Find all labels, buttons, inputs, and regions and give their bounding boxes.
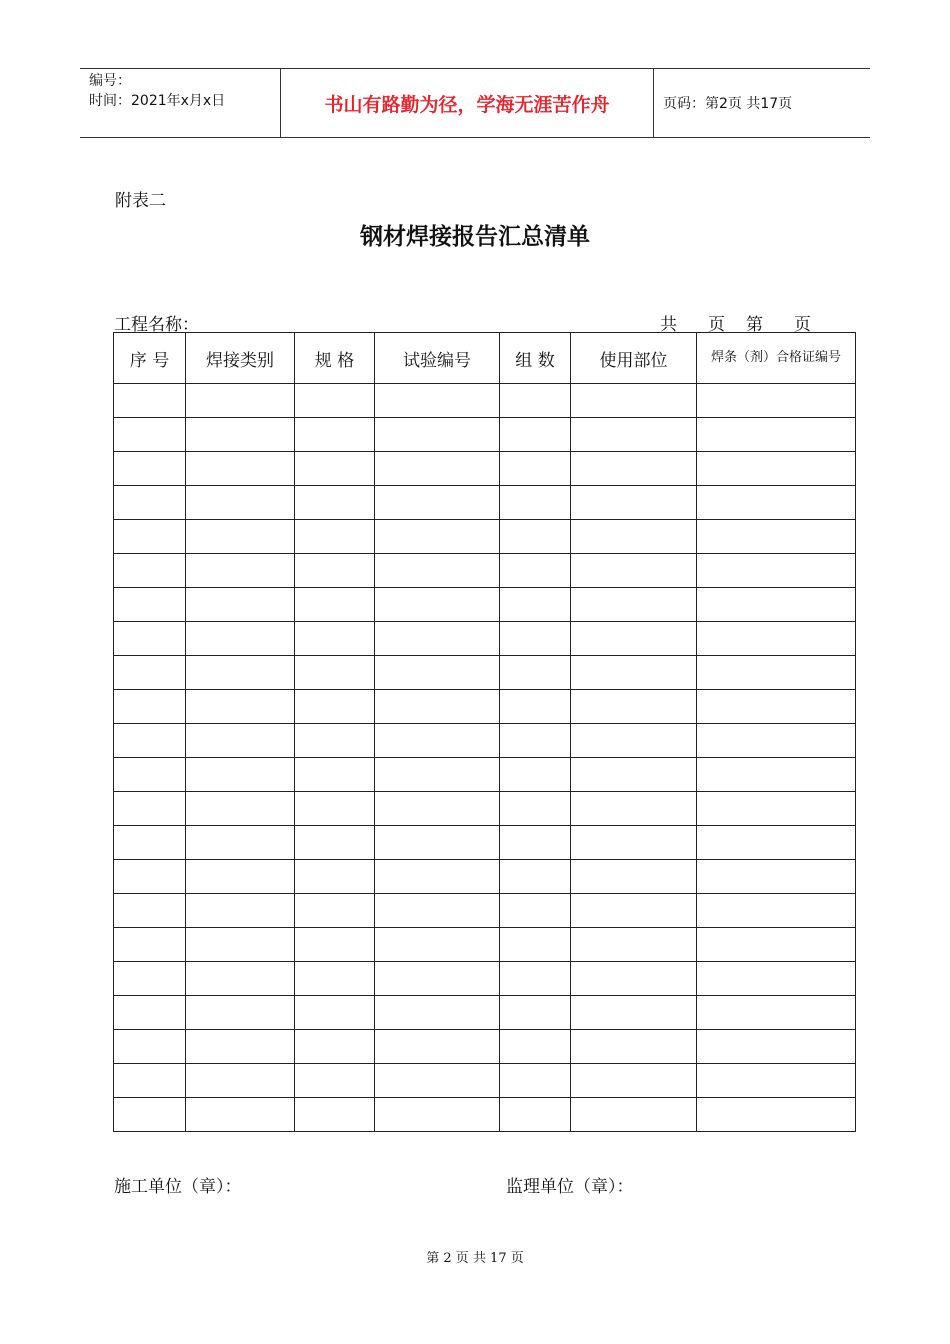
table-cell[interactable] — [186, 656, 295, 690]
table-cell[interactable] — [500, 588, 571, 622]
table-cell[interactable] — [571, 826, 697, 860]
table-row — [114, 452, 856, 486]
table-cell[interactable] — [186, 792, 295, 826]
table-cell[interactable] — [295, 1064, 375, 1098]
table-cell[interactable] — [500, 792, 571, 826]
table-cell[interactable] — [295, 826, 375, 860]
table-cell[interactable] — [697, 452, 856, 486]
table-cell[interactable] — [295, 418, 375, 452]
table-row — [114, 486, 856, 520]
table-cell[interactable] — [697, 554, 856, 588]
table-cell[interactable] — [500, 418, 571, 452]
table-row — [114, 826, 856, 860]
table-cell[interactable] — [186, 962, 295, 996]
table-row — [114, 860, 856, 894]
table-cell[interactable] — [186, 520, 295, 554]
table-cell[interactable] — [295, 486, 375, 520]
table-cell[interactable] — [186, 1064, 295, 1098]
table-cell[interactable] — [697, 1030, 856, 1064]
table-cell[interactable] — [186, 384, 295, 418]
page-info-total: 共 — [660, 315, 677, 335]
table-cell[interactable] — [114, 758, 186, 792]
table-cell[interactable] — [571, 928, 697, 962]
table-cell[interactable] — [697, 792, 856, 826]
table-cell[interactable] — [114, 656, 186, 690]
table-cell[interactable] — [571, 588, 697, 622]
number-label: 编号： — [89, 73, 131, 89]
table-cell[interactable] — [697, 656, 856, 690]
table-cell[interactable] — [697, 622, 856, 656]
table-row — [114, 792, 856, 826]
table-row — [114, 588, 856, 622]
table-cell[interactable] — [295, 520, 375, 554]
table-cell[interactable] — [571, 758, 697, 792]
table-cell[interactable] — [697, 690, 856, 724]
table-cell[interactable] — [114, 826, 186, 860]
table-cell[interactable] — [114, 588, 186, 622]
table-cell[interactable] — [375, 1098, 500, 1132]
table-row — [114, 656, 856, 690]
table-cell[interactable] — [186, 554, 295, 588]
header-meta — [80, 69, 281, 137]
table-cell[interactable] — [186, 928, 295, 962]
table-cell[interactable] — [571, 1064, 697, 1098]
table-cell[interactable] — [500, 384, 571, 418]
table-cell[interactable] — [697, 826, 856, 860]
page-info-number: 第 — [746, 315, 763, 335]
table-cell[interactable] — [571, 792, 697, 826]
table-cell[interactable] — [295, 588, 375, 622]
table-cell[interactable] — [114, 996, 186, 1030]
table-cell[interactable] — [697, 724, 856, 758]
table-row — [114, 554, 856, 588]
table-cell[interactable] — [295, 758, 375, 792]
table-cell[interactable] — [186, 588, 295, 622]
table-cell[interactable] — [500, 1030, 571, 1064]
table-cell[interactable] — [375, 792, 500, 826]
table-cell[interactable] — [375, 826, 500, 860]
table-cell[interactable] — [571, 656, 697, 690]
table-cell[interactable] — [571, 1098, 697, 1132]
table-cell[interactable] — [500, 554, 571, 588]
table-cell[interactable] — [571, 384, 697, 418]
col-header-spec: 规 格 — [295, 333, 375, 384]
table-cell[interactable] — [186, 452, 295, 486]
table-cell[interactable] — [375, 554, 500, 588]
table-cell[interactable] — [375, 588, 500, 622]
table-cell[interactable] — [186, 1098, 295, 1132]
table-cell[interactable] — [571, 520, 697, 554]
table-cell[interactable] — [571, 860, 697, 894]
table-cell[interactable] — [500, 826, 571, 860]
table-cell[interactable] — [375, 622, 500, 656]
table-cell[interactable] — [375, 860, 500, 894]
table-cell[interactable] — [500, 452, 571, 486]
table-cell[interactable] — [114, 520, 186, 554]
table-cell[interactable] — [114, 928, 186, 962]
table-row — [114, 1098, 856, 1132]
table-cell[interactable] — [375, 1064, 500, 1098]
table-cell[interactable] — [186, 996, 295, 1030]
page-info-page: 页 — [708, 315, 725, 335]
table-cell[interactable] — [500, 486, 571, 520]
table-row — [114, 1030, 856, 1064]
table-cell[interactable] — [500, 860, 571, 894]
document-title: 钢材焊接报告汇总清单 — [360, 224, 590, 250]
table-cell[interactable] — [114, 384, 186, 418]
table-cell[interactable] — [186, 860, 295, 894]
construction-unit-seal: 施工单位（章）： — [114, 1177, 242, 1197]
table-cell[interactable] — [295, 928, 375, 962]
table-cell[interactable] — [697, 486, 856, 520]
table-row — [114, 690, 856, 724]
header-motto: 书山有路勤为径，学海无涯苦作舟 — [281, 69, 654, 137]
table-cell[interactable] — [375, 690, 500, 724]
table-cell[interactable] — [500, 758, 571, 792]
table-cell[interactable] — [114, 418, 186, 452]
table-cell[interactable] — [500, 894, 571, 928]
table-cell[interactable] — [375, 928, 500, 962]
table-cell[interactable] — [114, 554, 186, 588]
table-cell[interactable] — [500, 622, 571, 656]
table-cell[interactable] — [295, 554, 375, 588]
col-header-usage-location: 使用部位 — [571, 333, 697, 384]
table-row — [114, 1064, 856, 1098]
table-cell[interactable] — [114, 1064, 186, 1098]
col-header-serial: 序 号 — [114, 333, 186, 384]
table-cell[interactable] — [571, 962, 697, 996]
table-row — [114, 996, 856, 1030]
table-cell[interactable] — [500, 928, 571, 962]
table-cell[interactable] — [571, 690, 697, 724]
table-cell[interactable] — [571, 554, 697, 588]
table-cell[interactable] — [571, 622, 697, 656]
table-cell[interactable] — [295, 1098, 375, 1132]
header-page-code: 页码：第2页 共17页 — [663, 96, 793, 112]
table-cell[interactable] — [114, 1030, 186, 1064]
table-cell[interactable] — [697, 418, 856, 452]
table-cell[interactable] — [697, 996, 856, 1030]
table-row — [114, 384, 856, 418]
table-cell[interactable] — [375, 962, 500, 996]
table-row — [114, 418, 856, 452]
table-cell[interactable] — [295, 452, 375, 486]
table-cell[interactable] — [697, 1098, 856, 1132]
supervision-unit-seal: 监理单位（章）： — [506, 1177, 634, 1197]
table-cell[interactable] — [375, 486, 500, 520]
table-cell[interactable] — [697, 758, 856, 792]
table-cell[interactable] — [295, 962, 375, 996]
table-cell[interactable] — [375, 996, 500, 1030]
table-cell[interactable] — [375, 452, 500, 486]
table-cell[interactable] — [500, 724, 571, 758]
table-cell[interactable] — [571, 486, 697, 520]
table-cell[interactable] — [295, 384, 375, 418]
col-header-weld-type: 焊接类别 — [186, 333, 295, 384]
table-cell[interactable] — [375, 384, 500, 418]
table-cell[interactable] — [375, 418, 500, 452]
table-cell[interactable] — [114, 486, 186, 520]
table-body — [114, 384, 856, 1132]
table-cell[interactable] — [186, 894, 295, 928]
table-cell[interactable] — [697, 384, 856, 418]
table-cell[interactable] — [500, 962, 571, 996]
table-cell[interactable] — [186, 724, 295, 758]
table-cell[interactable] — [697, 894, 856, 928]
table-row — [114, 894, 856, 928]
table-cell[interactable] — [375, 656, 500, 690]
table-cell[interactable] — [295, 1030, 375, 1064]
table-cell[interactable] — [375, 894, 500, 928]
page-info-page2: 页 — [794, 315, 811, 335]
table-cell[interactable] — [114, 622, 186, 656]
table-cell[interactable] — [375, 724, 500, 758]
table-cell[interactable] — [571, 418, 697, 452]
table-cell[interactable] — [295, 894, 375, 928]
col-header-test-number: 试验编号 — [375, 333, 500, 384]
table-cell[interactable] — [114, 452, 186, 486]
table-cell[interactable] — [114, 860, 186, 894]
table-row — [114, 928, 856, 962]
table-cell[interactable] — [114, 724, 186, 758]
col-header-group-count: 组 数 — [500, 333, 571, 384]
table-cell[interactable] — [697, 962, 856, 996]
col-header-certificate: 焊条（剂）合格证编号 — [697, 333, 856, 384]
table-cell[interactable] — [500, 996, 571, 1030]
table-row — [114, 622, 856, 656]
table-cell[interactable] — [186, 690, 295, 724]
table-cell[interactable] — [697, 588, 856, 622]
appendix-label: 附表二 — [115, 191, 166, 211]
table-row — [114, 520, 856, 554]
table-cell[interactable] — [295, 860, 375, 894]
table-cell[interactable] — [571, 1030, 697, 1064]
table-cell[interactable] — [571, 452, 697, 486]
table-cell[interactable] — [500, 656, 571, 690]
table-cell[interactable] — [114, 792, 186, 826]
table-cell[interactable] — [186, 418, 295, 452]
table-cell[interactable] — [114, 690, 186, 724]
table-cell[interactable] — [571, 996, 697, 1030]
table-cell[interactable] — [697, 928, 856, 962]
table-cell[interactable] — [697, 860, 856, 894]
project-name-label: 工程名称： — [114, 315, 199, 335]
table-cell[interactable] — [295, 622, 375, 656]
table-cell[interactable] — [375, 1030, 500, 1064]
table-cell[interactable] — [295, 656, 375, 690]
table-cell[interactable] — [697, 1064, 856, 1098]
table-row — [114, 962, 856, 996]
table-header-row — [114, 333, 856, 384]
table-cell[interactable] — [571, 724, 697, 758]
table-cell[interactable] — [186, 758, 295, 792]
table-cell[interactable] — [114, 962, 186, 996]
table-cell[interactable] — [186, 1030, 295, 1064]
table-cell[interactable] — [500, 1098, 571, 1132]
table-row — [114, 758, 856, 792]
table-cell[interactable] — [697, 520, 856, 554]
table-cell[interactable] — [500, 690, 571, 724]
table-cell[interactable] — [295, 792, 375, 826]
table-cell[interactable] — [295, 996, 375, 1030]
table-cell[interactable] — [114, 894, 186, 928]
time-label: 时间：2021年x月x日 — [89, 93, 226, 109]
table-cell[interactable] — [114, 1098, 186, 1132]
table-cell[interactable] — [375, 758, 500, 792]
page-header — [80, 68, 870, 138]
weld-report-table — [113, 332, 856, 1132]
table-cell[interactable] — [186, 826, 295, 860]
table-cell[interactable] — [500, 1064, 571, 1098]
table-cell[interactable] — [500, 520, 571, 554]
table-cell[interactable] — [295, 690, 375, 724]
table-cell[interactable] — [186, 622, 295, 656]
table-cell[interactable] — [375, 520, 500, 554]
table-cell[interactable] — [186, 486, 295, 520]
table-cell[interactable] — [571, 894, 697, 928]
table-row — [114, 724, 856, 758]
table-cell[interactable] — [295, 724, 375, 758]
page-footer: 第 2 页 共 17 页 — [426, 1251, 524, 1266]
